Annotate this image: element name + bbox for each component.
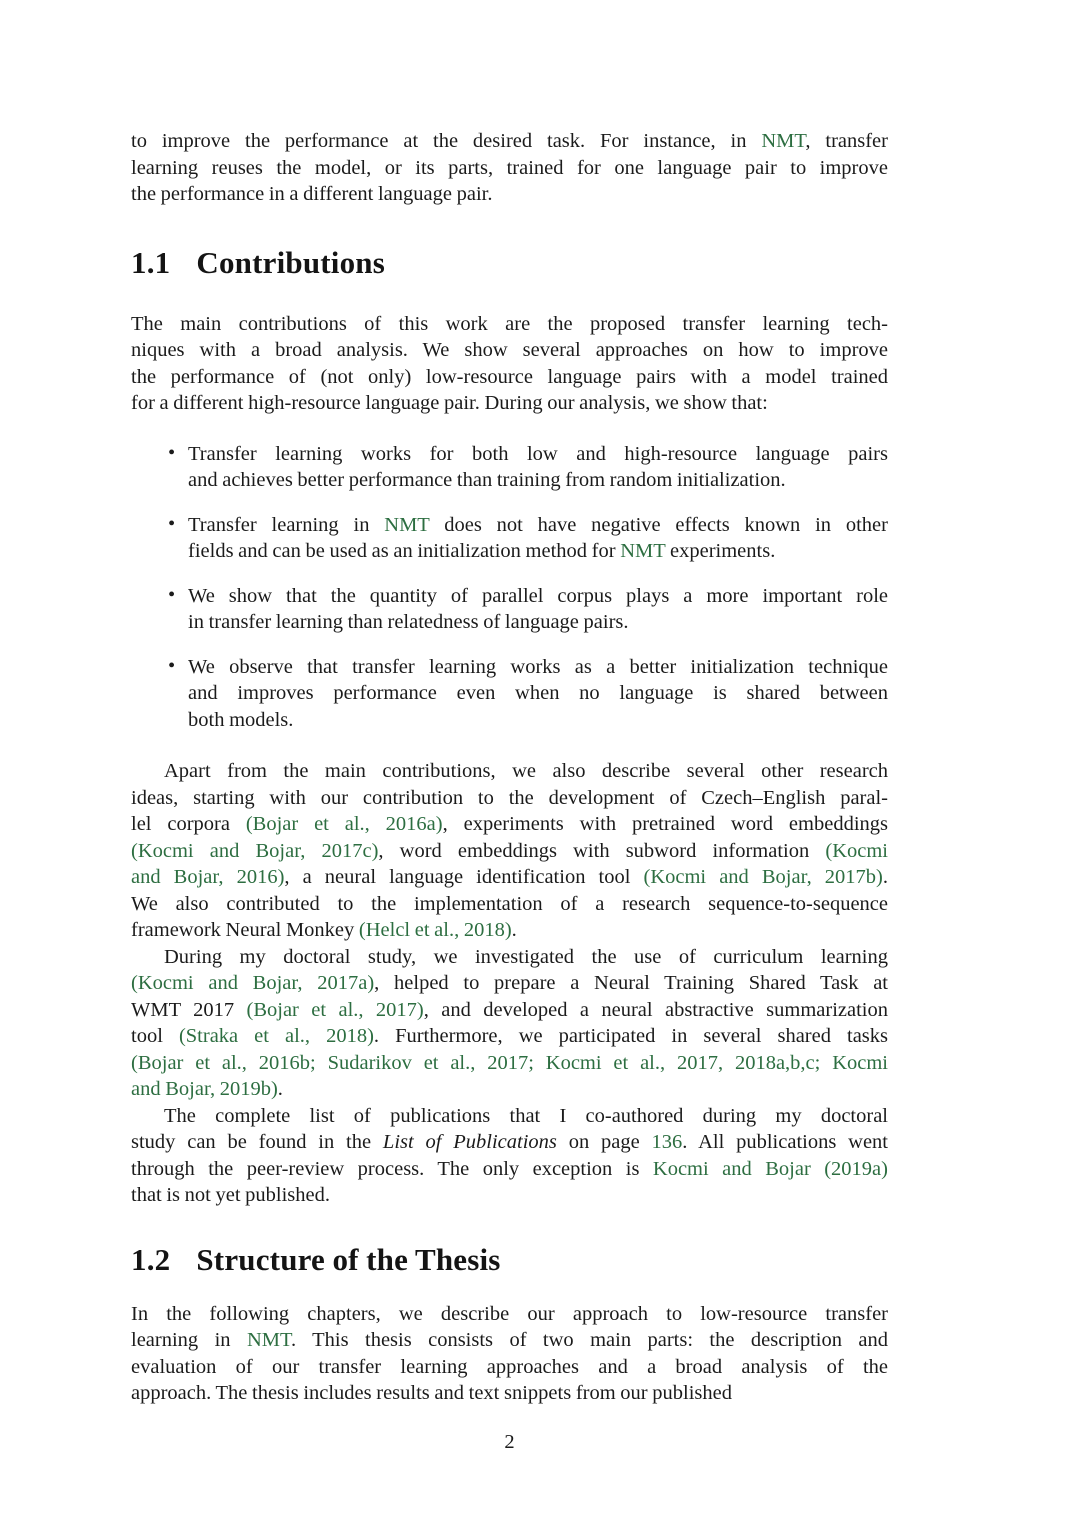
text-run: . [882,866,888,888]
text-line [131,1301,888,1328]
text-run: tool [131,1025,179,1047]
section-number: 1.2 [131,1241,171,1277]
text-run: , and developed a neural abstractive summarization [423,998,888,1021]
citation-link[interactable]: (Kocmi [825,839,888,862]
citation-link[interactable]: NMT [384,513,430,536]
text-run: ideas, starting with our contribution to the development of Czech–English paral- [131,786,888,809]
text-line [131,1129,888,1156]
section-title: Contributions [196,244,386,280]
text-run: and achieves better performance than training from random initialization. [188,469,786,491]
text-run: , a neural language identification tool [284,866,644,888]
text-column [131,128,888,1455]
citation-link[interactable]: (Bojar et al., 2016b; Sudarikov et al., 2017; Kocmi et al., 2017, 2018a,b,c; Kocmi [131,1051,888,1074]
list-item-text [188,441,888,494]
text-run: for a different high-resource language pair. During our analysis, we show that: [131,392,768,414]
list-item-text [188,654,888,734]
text-line [131,1076,888,1103]
text-line [131,891,888,918]
text-run: Transfer learning in [188,513,385,536]
text-line [131,970,888,997]
contributions-list [131,441,888,734]
text-line [131,311,888,338]
text-run: . Furthermore, we participated in several shared tasks [373,1025,888,1047]
bullet-icon: • [168,654,176,677]
text-run: WMT 2017 [131,998,247,1021]
text-run: . This thesis consists of two main parts: the description and [290,1329,888,1351]
citation-link[interactable]: NMT [246,1329,291,1351]
text-line [131,337,888,364]
text-line [131,811,888,838]
text-run: the performance of (not only) low-resource language pairs with a model trained [131,365,888,388]
text-run: The complete list of publications that I co-authored during my doctoral [164,1104,888,1127]
paragraph-other-research [131,758,888,944]
text-line [131,1182,888,1209]
text-line [131,155,888,182]
text-line [131,1050,888,1077]
text-line [188,512,888,539]
text-run: framework Neural Monkey [131,919,359,941]
text-run: , word embeddings with subword information [378,839,826,862]
text-line [131,128,888,155]
text-run: to improve the performance at the desired task. For instance, in [131,130,762,152]
bullet-icon: • [168,512,176,535]
citation-link[interactable]: NMT [761,130,806,152]
text-line [188,680,888,707]
text-run: , helped to prepare a Neural Training Shared Task at [374,972,888,994]
text-line [131,1380,888,1407]
text-line [131,1103,888,1130]
bullet-icon: • [168,583,176,606]
text-run: both models. [188,708,294,731]
text-run: does not have negative effects known in other [429,513,888,536]
citation-link[interactable]: (Straka et al., 2018) [178,1025,374,1047]
citation-link[interactable]: (Kocmi and Bojar, 2017b) [643,866,883,888]
text-line [131,1156,888,1183]
section-1-1-heading [131,245,888,281]
text-run: . All publications went [682,1131,888,1153]
citation-link[interactable]: (Kocmi and Bojar, 2017a) [131,972,375,994]
text-line [131,838,888,865]
citation-link[interactable]: and Bojar, 2019b) [131,1078,278,1100]
citation-link[interactable]: and Bojar, 2016) [131,866,285,888]
text-run: learning reuses the model, or its parts, trained for one language pair to improve [131,156,888,179]
list-item [131,583,888,636]
text-line [131,1327,888,1354]
text-line [131,1023,888,1050]
text-run: During my doctoral study, we investigated the use of curriculum learning [164,945,888,968]
list-item [131,654,888,734]
citation-link[interactable]: (Bojar et al., 2017) [246,998,424,1021]
text-line [131,758,888,785]
section-title: Structure of the Thesis [196,1241,501,1277]
text-line [188,467,888,494]
text-run: the performance in a different language pair. [131,183,493,205]
text-run: Apart from the main contributions, we also describe several other research [164,760,888,782]
text-run: The main contributions of this work are the proposed transfer learning tech- [131,312,888,335]
text-run: In the following chapters, we describe our approach to low-resource transfer [131,1302,888,1325]
text-line [131,864,888,891]
text-run: , experiments with pretrained word embeddings [442,813,888,835]
text-run: We observe that transfer learning works as a better initialization technique [188,655,888,678]
text-line [131,785,888,812]
text-run: . [511,919,517,941]
citation-link[interactable]: (Helcl et al., 2018) [358,919,512,941]
text-line [131,364,888,391]
citation-link[interactable]: (Kocmi and Bojar, 2017c) [131,839,379,862]
text-line [131,390,888,417]
text-line [131,181,888,208]
page-number: 2 [504,1430,515,1453]
text-line [188,707,888,734]
text-run: approach. The thesis includes results and text snippets from our published [131,1382,732,1404]
intro-paragraph [131,128,888,208]
list-item [131,512,888,565]
citation-link[interactable]: Kocmi and Bojar (2019a) [652,1157,888,1180]
text-run: study can be found in the [131,1131,383,1153]
italic-text: List of Publications [382,1131,557,1153]
text-run: , transfer [805,130,888,152]
bullet-icon: • [168,441,176,464]
list-item-text [188,512,888,565]
paragraph-publications [131,1103,888,1209]
text-run: on page [556,1131,652,1153]
text-line [131,1354,888,1381]
text-line [131,917,888,944]
text-line [188,609,888,636]
section-1-1-lead-paragraph [131,311,888,417]
text-run: that is not yet published. [131,1184,330,1206]
text-line [131,944,888,971]
text-line [131,997,888,1024]
text-run: and improves performance even when no language is shared between [188,682,888,704]
text-line [188,583,888,610]
citation-link[interactable]: 136 [651,1131,683,1153]
text-run: in transfer learning than relatedness of language pairs. [188,611,629,633]
list-item [131,441,888,494]
text-run: evaluation of our transfer learning approaches and a broad analysis of the [131,1355,888,1378]
citation-link[interactable]: NMT [620,540,666,562]
section-1-2-lead-paragraph [131,1301,888,1407]
text-run: We also contributed to the implementation of a research sequence-to-sequence [131,892,888,915]
section-1-2-heading [131,1242,888,1278]
text-line [188,654,888,681]
paragraph-doctoral-study [131,944,888,1103]
text-run: lel corpora [131,813,246,835]
text-run: experiments. [665,540,776,562]
section-number: 1.1 [131,244,171,280]
text-run: through the peer-review process. The only exception is [131,1157,653,1180]
text-line [188,441,888,468]
text-line [188,538,888,565]
list-item-text [188,583,888,636]
text-run: We show that the quantity of parallel corpus plays a more important role [188,584,888,607]
text-run: learning in [131,1329,247,1351]
text-run: fields and can be used as an initialization method for [188,540,621,562]
citation-link[interactable]: (Bojar et al., 2016a) [245,813,443,835]
text-run: Transfer learning works for both low and high-resource language pairs [188,442,888,465]
text-run: . [277,1078,283,1100]
text-run: niques with a broad analysis. We show several approaches on how to improve [131,339,888,361]
